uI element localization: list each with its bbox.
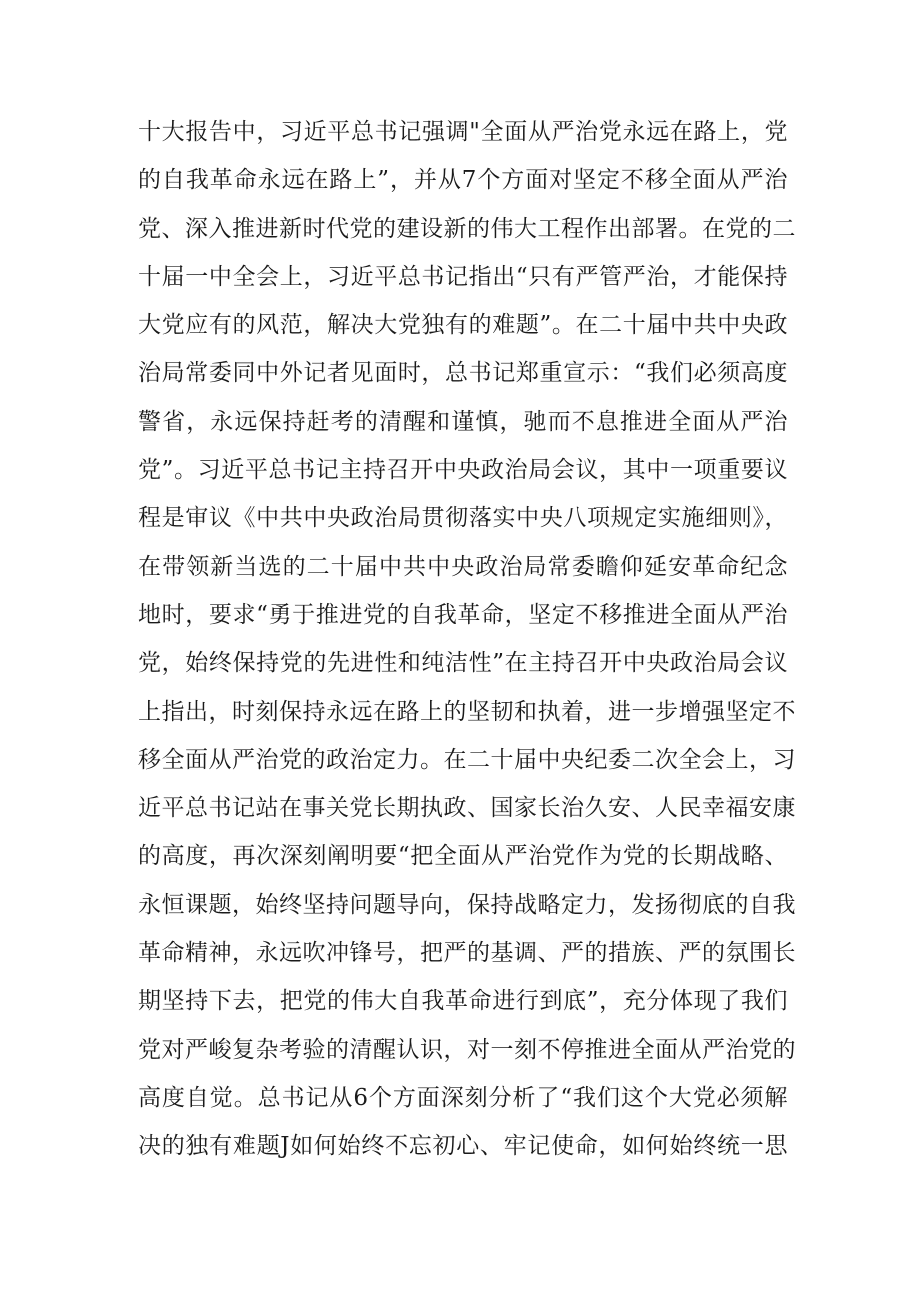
text-line: 十大报告中，习近平总书记强调"全面从严治党永远在路上，党 xyxy=(138,119,788,145)
text-line: 党”。习近平总书记主持召开中央政治局会议，其中一项重要议 xyxy=(138,457,788,484)
text-line: 地时，要求“勇于推进党的自我革命，坚定不移推进全面从严治 xyxy=(138,601,788,628)
text-line: 大党应有的风范，解决大党独有的难题”。在二十届中共中央政 xyxy=(138,312,788,339)
text-line: 近平总书记站在事关党长期执政、国家长治久安、人民幸福安康 xyxy=(138,795,796,822)
text-line: 警省，永远保持赶考的清醒和谨慎，驰而不息推进全面从严治 xyxy=(138,408,788,435)
text-line: 的高度，再次深刻阐明要“把全面从严治党作为党的长期战略、 xyxy=(138,843,788,870)
text-line: 期坚持下去，把党的伟大自我革命进行到底”，充分体现了我们 xyxy=(138,988,788,1015)
text-line: 十届一中全会上，习近平总书记指出“只有严管严治，才能保持 xyxy=(138,263,788,290)
text-line: 决的独有难题J如何始终不忘初心、牢记使命，如何始终统一思 xyxy=(138,1133,788,1160)
text-line: 程是审议《中共中央政治局贯彻落实中央八项规定实施细则》， xyxy=(138,505,788,532)
text-line: 党、深入推进新时代党的建设新的伟大工程作出部署。在党的二 xyxy=(138,215,796,242)
text-line: 的自我革命永远在路上”，并从7个方面对坚定不移全面从严治 xyxy=(138,167,788,194)
text-line: 治局常委同中外记者见面时，总书记郑重宣示：“我们必须高度 xyxy=(138,360,788,387)
text-line: 革命精神，永远吹冲锋号，把严的基调、严的措族、严的氛围长 xyxy=(138,940,796,967)
body-paragraph xyxy=(138,108,796,1171)
text-line: 移全面从严治党的政治定力。在二十届中央纪委二次全会上，习 xyxy=(138,746,796,773)
text-line: 党，始终保持党的先进性和纯洁性”在主持召开中央政治局会议 xyxy=(138,650,788,677)
text-line: 高度自觉。总书记从6个方面深刻分析了“我们这个大党必须解 xyxy=(138,1084,788,1111)
text-line: 党对严峻复杂考验的清醒认识，对一刻不停推进全面从严治党的 xyxy=(138,1036,796,1063)
text-line: 永恒课题，始终坚持问题导向，保持战略定力，发扬彻底的自我 xyxy=(138,891,796,918)
text-line: 上指出，时刻保持永远在路上的坚韧和执着，进一步增强坚定不 xyxy=(138,698,796,725)
text-line: 在带领新当选的二十届中共中央政治局常委瞻仰延安革命纪念 xyxy=(138,553,788,580)
